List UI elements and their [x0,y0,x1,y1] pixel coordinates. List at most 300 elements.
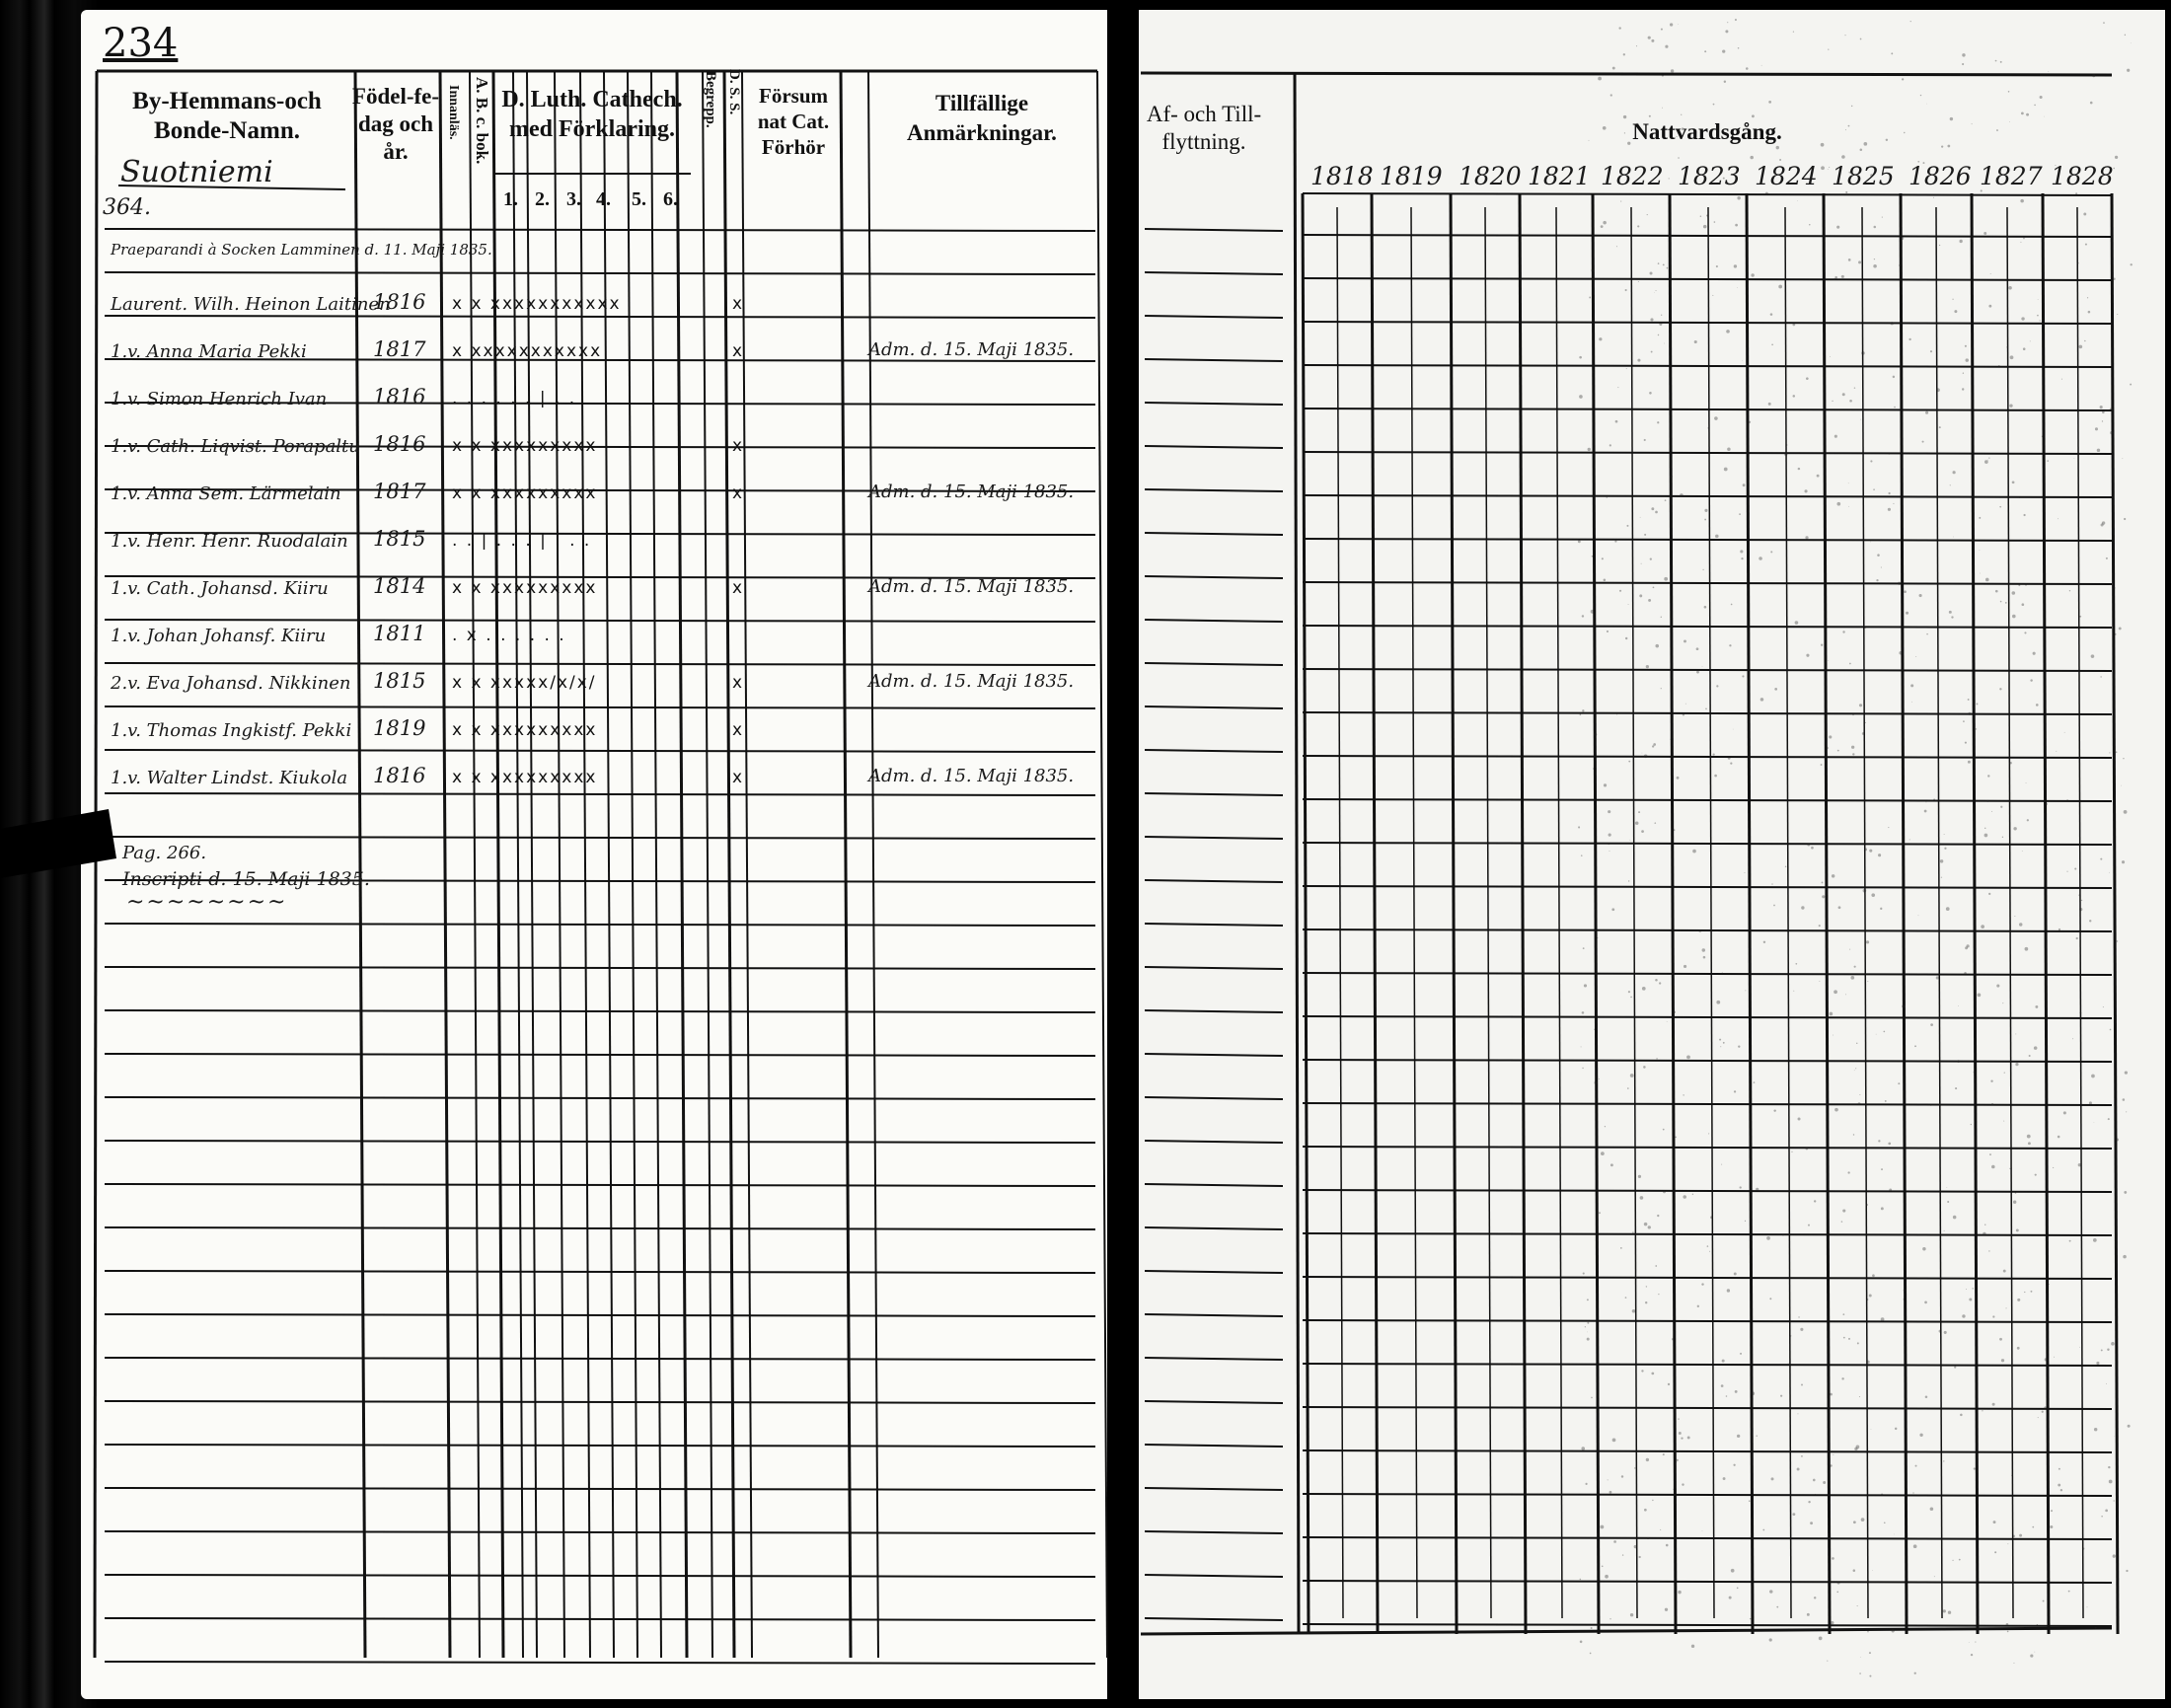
paper-speckle [1768,403,1771,406]
paper-speckle [1925,411,1928,414]
paper-speckle [1580,1640,1583,1643]
paper-speckle [2125,35,2126,36]
rule-line [1303,1233,2112,1235]
paper-speckle [2042,436,2043,437]
paper-speckle [2110,1029,2112,1031]
paper-speckle [1922,441,1924,443]
communion-year: 1825 [1832,162,1895,190]
paper-speckle [1602,557,1604,559]
paper-speckle [1947,145,1950,148]
rule-line [105,1184,1095,1186]
entry-remark: Adm. d. 15. Maji 1835. [868,339,1075,360]
paper-speckle [1990,273,1991,274]
paper-speckle [1995,60,1997,62]
paper-speckle [1678,1591,1681,1594]
rule-line [1145,924,1283,926]
rule-line [1303,365,2112,367]
paper-speckle [1841,1377,1843,1379]
paper-speckle [1976,728,1978,730]
paper-speckle [1682,1483,1684,1485]
entry-name: 2.v. Eva Johansd. Nikkinen [111,673,351,694]
paper-speckle [1641,563,1642,564]
entry-birth-year: 1816 [373,764,426,787]
paper-speckle [1962,53,1965,56]
paper-speckle [2006,1307,2007,1308]
paper-speckle [2015,1063,2018,1066]
paper-speckle [1872,1274,1875,1277]
paper-speckle [1860,1657,1861,1658]
paper-speckle [1996,129,1998,131]
paper-speckle [1953,471,1956,474]
paper-speckle [1635,821,1638,824]
paper-speckle [1805,489,1808,492]
paper-speckle [1878,1140,1880,1142]
paper-speckle [1965,946,1968,949]
rule-line [105,1401,1095,1403]
paper-speckle [1643,1066,1646,1069]
paper-speckle [1727,22,1728,23]
paper-speckle [2015,1033,2016,1034]
rule-line [1303,1407,2112,1409]
paper-speckle [1821,143,1825,147]
rule-line [105,1662,1095,1664]
paper-speckle [1656,1058,1657,1059]
paper-speckle [1878,854,1881,856]
paper-speckle [1593,371,1594,372]
paper-speckle [1851,106,1852,107]
paper-speckle [1675,1461,1677,1463]
paper-speckle [2030,1654,2033,1657]
paper-speckle [1672,1338,1674,1340]
paper-speckle [1655,979,1658,982]
paper-speckle [2043,1600,2045,1602]
paper-speckle [2013,1663,2014,1664]
paper-speckle [2018,584,2020,586]
paper-speckle [2019,923,2022,926]
paper-speckle [1642,987,1646,991]
paper-speckle [1893,503,1894,504]
paper-speckle [1849,400,1852,403]
paper-speckle [1793,991,1794,992]
paper-speckle [1704,50,1706,52]
paper-speckle [1963,720,1965,722]
paper-speckle [1955,1087,1957,1089]
paper-speckle [1663,1129,1665,1131]
paper-speckle [1864,628,1865,629]
paper-speckle [1889,454,1890,455]
paper-speckle [1742,675,1744,677]
paper-speckle [1594,1029,1595,1030]
paper-speckle [1971,1124,1972,1125]
entry-birth-year: 1816 [373,432,426,456]
paper-speckle [1597,1239,1598,1240]
entry-birth-year: 1815 [373,527,426,551]
paper-speckle [1641,830,1644,833]
header-moving-column: Af- och Till-flyttning. [1146,102,1262,154]
paper-speckle [2009,121,2010,122]
paper-speckle [1965,742,1967,744]
paper-speckle [1630,997,1632,999]
paper-speckle [1601,1525,1605,1529]
rule-line [1145,967,1283,969]
paper-speckle [2027,819,2029,821]
rule-line [1303,1364,2112,1366]
paper-speckle [1614,540,1616,542]
paper-speckle [1591,1397,1593,1399]
paper-speckle [2131,42,2132,43]
paper-speckle [1652,745,1654,747]
paper-speckle [2004,1073,2005,1074]
paper-speckle [1873,264,1877,268]
paper-speckle [1925,1396,1928,1399]
paper-speckle [1952,299,1953,300]
paper-speckle [1930,1507,1934,1511]
paper-speckle [1910,684,1913,687]
paper-speckle [1914,1045,1916,1047]
entry-catechism-marks: x x xxxxxxxxxxx [452,294,622,314]
communion-year: 1822 [1601,162,1664,190]
paper-speckle [1675,1137,1677,1139]
paper-speckle [1665,45,1668,48]
entry-catechism-marks: x x xxxxxxxxx [452,436,598,456]
paper-speckle [2044,1406,2047,1409]
paper-speckle [1904,590,1907,593]
paper-speckle [2125,1071,2128,1074]
rule-line [1862,207,1868,1618]
paper-speckle [1844,35,1845,36]
paper-speckle [1731,1569,1735,1573]
paper-speckle [1641,1370,1643,1372]
paper-speckle [2126,1570,2128,1572]
paper-speckle [1999,688,2001,690]
paper-speckle [1842,1209,1845,1212]
paper-speckle [1888,1143,1891,1146]
entry-name: 1.v. Anna Maria Pekki [111,341,307,362]
paper-speckle [1841,155,1845,159]
paper-speckle [2040,320,2041,321]
paper-speckle [1707,427,1709,429]
paper-speckle [1898,582,1901,585]
paper-speckle [1848,506,1849,507]
rule-line [1303,1016,2112,1018]
paper-speckle [1582,615,1584,617]
rule-line [105,272,1095,274]
paper-speckle [1939,245,1940,246]
paper-speckle [1674,829,1676,831]
rule-line [1303,1060,2112,1062]
rule-line [1303,539,2112,541]
paper-speckle [1913,1544,1917,1548]
paper-speckle [2106,1383,2107,1384]
paper-speckle [1798,1316,1799,1317]
paper-speckle [2036,704,2039,706]
paper-speckle [1902,78,1904,80]
paper-speckle [2079,1347,2080,1348]
rule-line [703,71,712,1658]
paper-speckle [2051,1510,2053,1512]
paper-speckle [2095,1627,2097,1629]
paper-speckle [1954,1366,1956,1368]
paper-speckle [1617,387,1618,388]
header-name-column: By-Hemmans-och Bonde-Namn. [132,88,322,144]
paper-speckle [2027,1135,2031,1139]
paper-speckle [1842,393,1845,396]
paper-speckle [1714,775,1717,778]
entry-forsum-mark: x [732,720,745,740]
paper-speckle [1752,114,1755,117]
paper-speckle [1663,1453,1665,1455]
paper-speckle [1822,895,1825,898]
rule-line [1145,706,1283,708]
paper-speckle [2021,317,2024,320]
paper-speckle [1852,714,1853,715]
entry-birth-year: 1816 [373,385,426,408]
paper-speckle [1880,908,1882,910]
paper-speckle [1854,966,1856,968]
paper-speckle [1861,351,1865,355]
paper-speckle [1793,395,1796,398]
paper-speckle [2124,518,2126,520]
paper-speckle [1593,768,1595,770]
paper-speckle [1730,763,1732,765]
paper-speckle [1894,1534,1895,1535]
paper-speckle [1950,117,1953,120]
paper-speckle [1785,866,1786,867]
paper-speckle [1939,1330,1942,1333]
rule-line [1145,1314,1283,1316]
paper-speckle [1599,1078,1600,1079]
paper-speckle [1941,877,1942,878]
entry-name: Laurent. Wilh. Heinon Laitinen [111,294,391,315]
rule-line [1303,495,2112,497]
paper-speckle [2115,633,2117,635]
paper-speckle [1709,1251,1710,1252]
paper-speckle [1748,589,1750,591]
paper-speckle [1731,604,1733,606]
rule-line [105,924,1095,926]
paper-speckle [1698,929,1701,932]
paper-speckle [1994,1551,1996,1553]
paper-speckle [1756,1188,1759,1191]
paper-speckle [1770,551,1772,553]
paper-speckle [1965,345,1967,347]
paper-speckle [1915,656,1916,657]
paper-speckle [1737,1588,1739,1590]
paper-speckle [1933,197,1934,198]
paper-speckle [1995,590,1998,593]
paper-speckle [1704,606,1707,609]
paper-speckle [1580,1579,1581,1580]
paper-speckle [1637,225,1639,227]
paper-speckle [2068,1591,2070,1593]
paper-speckle [1943,1609,1946,1612]
rule-line [105,620,1095,622]
paper-speckle [1713,753,1715,755]
paper-speckle [1754,1081,1756,1083]
paper-speckle [1589,140,1590,141]
entry-remark: Adm. d. 15. Maji 1835. [868,671,1075,692]
paper-speckle [1609,834,1611,837]
paper-speckle [2101,1516,2103,1518]
paper-speckle [2009,762,2011,764]
paper-speckle [1853,1521,1856,1523]
rule-line [1708,207,1714,1618]
rule-line [105,1141,1095,1143]
paper-speckle [1587,1299,1589,1300]
paper-speckle [1594,623,1596,625]
paper-speckle [2088,311,2091,314]
rule-line [1303,408,2112,410]
paper-speckle [1919,1434,1922,1437]
paper-speckle [1702,1530,1703,1531]
paper-speckle [1644,439,1646,441]
paper-speckle [1661,315,1662,316]
paper-speckle [1866,1204,1868,1206]
paper-speckle [1714,416,1718,420]
paper-speckle [1869,1295,1872,1298]
rule-line [1145,663,1283,665]
paper-speckle [1720,1046,1721,1047]
paper-speckle [1681,114,1682,115]
paper-speckle [1588,448,1591,451]
rule-line [1145,576,1283,578]
paper-speckle [1968,699,1970,701]
paper-speckle [1998,365,2000,367]
paper-speckle [1750,1618,1751,1619]
paper-speckle [1836,226,1839,229]
paper-speckle [1888,492,1890,494]
paper-speckle [2042,1411,2044,1413]
paper-speckle [1869,1675,1871,1677]
paper-speckle [1953,537,1954,538]
paper-speckle [1625,637,1627,639]
paper-speckle [1877,554,1880,557]
rule-line [1303,1320,2112,1322]
paper-speckle [2090,102,2093,105]
paper-speckle [2024,1292,2025,1293]
paper-speckle [1830,1464,1832,1466]
paper-speckle [2000,601,2002,603]
paper-speckle [1579,395,1583,399]
paper-speckle [1621,1475,1623,1477]
paper-speckle [1585,1326,1586,1327]
paper-speckle [2126,1111,2127,1112]
paper-speckle [1578,826,1580,828]
paper-speckle [1771,343,1773,345]
paper-speckle [2025,583,2027,585]
catechism-part-number: 3. [566,188,581,210]
paper-speckle [1610,94,1612,96]
paper-speckle [1993,1521,1996,1523]
paper-speckle [1939,426,1941,428]
paper-speckle [1941,146,1943,148]
rule-line [651,71,661,1658]
paper-speckle [1674,1210,1675,1211]
paper-speckle [1738,1045,1740,1047]
rule-line [105,1488,1095,1490]
paper-speckle [2026,113,2029,116]
paper-speckle [2094,1428,2097,1431]
household-number: 364. [103,195,151,220]
paper-speckle [1646,1458,1649,1461]
rule-line [105,1010,1095,1012]
paper-speckle [2008,286,2012,290]
paper-speckle [1615,420,1618,423]
paper-speckle [1593,323,1595,325]
entry-birth-year: 1819 [373,716,426,740]
paper-speckle [2077,262,2079,264]
paper-speckle [1776,146,1779,149]
rule-line [868,71,878,1658]
paper-speckle [1885,1100,1887,1102]
paper-speckle [2103,22,2105,24]
rule-line [1145,489,1283,491]
paper-speckle [1922,1247,1925,1250]
paper-speckle [1981,925,1984,928]
rule-line [105,1314,1095,1316]
paper-speckle [1623,115,1626,118]
paper-speckle [1590,1653,1592,1655]
paper-speckle [1904,1289,1907,1292]
rule-line [1303,1537,2112,1539]
rule-line [2077,207,2083,1618]
paper-speckle [1716,685,1718,687]
rule-line [105,837,1095,839]
entry-name: 1.v. Johan Johansf. Kiiru [111,626,327,646]
paper-speckle [1975,1641,1976,1642]
paper-speckle [2109,872,2110,873]
paper-speckle [1677,1459,1679,1461]
paper-speckle [1648,1225,1651,1228]
paper-speckle [1904,1299,1906,1300]
paper-speckle [1651,507,1654,510]
paper-speckle [1632,1231,1633,1232]
paper-speckle [1944,1230,1945,1231]
paper-speckle [2029,1055,2031,1057]
paper-speckle [1856,1446,1860,1449]
paper-speckle [2122,458,2123,459]
rule-line [1303,669,2112,671]
paper-speckle [1837,1582,1840,1585]
paper-speckle [2096,1362,2099,1365]
paper-speckle [1883,1031,1885,1033]
paper-speckle [1702,948,1705,951]
paper-speckle [1655,511,1658,514]
paper-speckle [1713,104,1715,106]
paper-speckle [1859,1396,1860,1397]
paper-speckle [1930,1105,1931,1106]
paper-speckle [1638,281,1639,282]
paper-speckle [2014,916,2015,917]
rule-line [1303,712,2112,714]
entry-catechism-marks: x xxxxxxxxxxx [452,341,603,361]
village-name: Suotniemi [120,155,273,189]
entry-catechism-marks: x x xxxxxxxxx [452,483,598,503]
paper-speckle [1664,343,1665,344]
paper-speckle [1860,419,1861,420]
paper-speckle [2078,1163,2081,1166]
paper-speckle [1663,263,1665,265]
paper-speckle [1969,1642,1970,1643]
paper-speckle [1795,963,1797,965]
paper-speckle [1849,663,1851,665]
paper-speckle [1926,104,1927,105]
paper-speckle [1660,1529,1661,1530]
paper-speckle [2012,615,2016,619]
paper-speckle [1904,132,1905,133]
entry-name: 1.v. Walter Lindst. Kiukola [111,768,348,788]
paper-speckle [2069,590,2070,591]
